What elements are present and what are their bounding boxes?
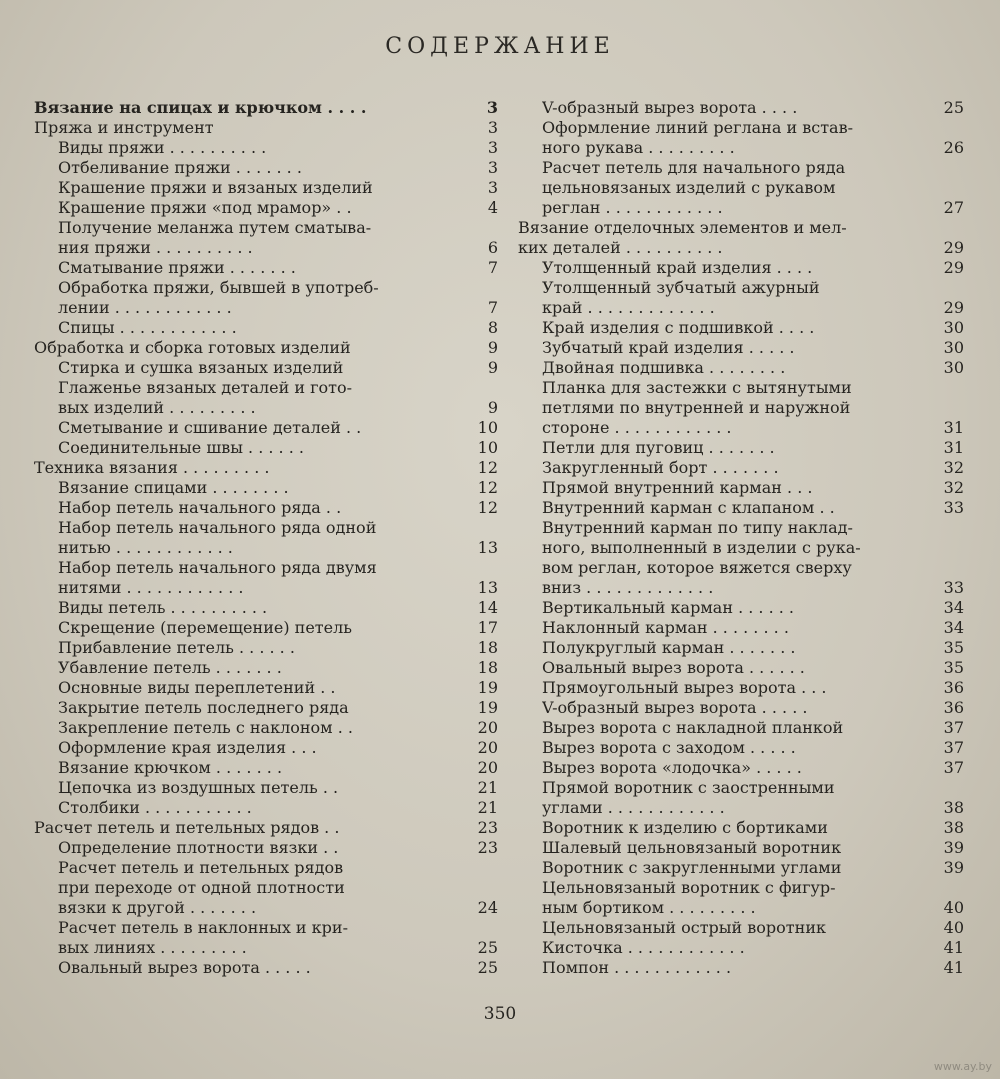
- toc-entry-page: 12: [477, 458, 498, 477]
- toc-entry: [34, 658, 498, 678]
- toc-entry-page: 29: [943, 298, 964, 317]
- toc-entry: [518, 358, 964, 378]
- toc-left-column: [34, 98, 498, 978]
- toc-entry: [34, 158, 498, 178]
- toc-entry-line: Кисточка . . . . . . . . . . . .: [542, 938, 745, 957]
- toc-entry: [518, 958, 964, 978]
- toc-entry-line: цельновязаных изделий с рукавом: [542, 178, 836, 197]
- toc-entry-line: Утолщенный край изделия . . . .: [542, 258, 813, 277]
- toc-entry-page: 34: [943, 618, 964, 637]
- toc-entry-page: 3: [487, 138, 498, 157]
- toc-entry-line: Овальный вырез ворота . . . . .: [58, 958, 311, 977]
- toc-entry-line: Вырез ворота с накладной планкой: [542, 718, 844, 737]
- toc-entry-title: [542, 338, 924, 358]
- toc-entry-line: Сметывание и сшивание деталей . .: [58, 418, 362, 437]
- toc-entry-title: [542, 518, 924, 598]
- toc-entry-title: [542, 458, 924, 478]
- toc-entry-page: 20: [477, 718, 498, 737]
- toc-entry: [34, 698, 498, 718]
- toc-entry-page: 9: [487, 338, 498, 357]
- toc-entry-page: 20: [477, 738, 498, 757]
- toc-entry-line: Закрепление петель с наклоном . .: [58, 718, 353, 737]
- toc-entry-line: ного, выполненный в изделии с рука-: [542, 538, 861, 557]
- toc-entry-line: Сматывание пряжи . . . . . . .: [58, 258, 296, 277]
- toc-entry-line: Воротник с закругленными углами: [542, 858, 842, 877]
- toc-entry-line: Помпон . . . . . . . . . . . .: [542, 958, 732, 977]
- toc-entry-line: Вязание спицами . . . . . . . .: [58, 478, 289, 497]
- toc-entry: [34, 378, 498, 418]
- toc-entry-page: 33: [943, 578, 964, 597]
- toc-entry-title: [542, 438, 924, 458]
- toc-entry-line: Наклонный карман . . . . . . . .: [542, 618, 789, 637]
- toc-entry-title: [542, 658, 924, 678]
- toc-entry: [34, 338, 498, 358]
- toc-entry-page: 36: [943, 698, 964, 717]
- toc-entry-line: Закрытие петель последнего ряда: [58, 698, 349, 717]
- toc-entry-line: вых изделий . . . . . . . . .: [58, 398, 256, 417]
- toc-entry-title: [542, 738, 924, 758]
- toc-entry-page: 10: [477, 418, 498, 437]
- toc-entry-line: Вырез ворота с заходом . . . . .: [542, 738, 796, 757]
- toc-entry: [518, 698, 964, 718]
- toc-entry-line: Двойная подшивка . . . . . . . .: [542, 358, 786, 377]
- toc-entry-title: [58, 958, 458, 978]
- toc-entry: [518, 858, 964, 878]
- toc-entry-line: Внутренний карман с клапаном . .: [542, 498, 835, 517]
- toc-entry: [34, 438, 498, 458]
- toc-entry-page: 39: [943, 838, 964, 857]
- toc-entry: [518, 938, 964, 958]
- toc-entry-line: Расчет петель для начального ряда: [542, 158, 846, 177]
- toc-entry-line: Глаженье вязаных деталей и гото-: [58, 378, 353, 397]
- toc-entry-line: Вязание крючком . . . . . . .: [58, 758, 283, 777]
- toc-entry-title: [58, 218, 458, 258]
- toc-entry: [34, 838, 498, 858]
- toc-entry-page: 38: [943, 818, 964, 837]
- toc-entry-page: 37: [943, 758, 964, 777]
- toc-entry-page: 9: [487, 398, 498, 417]
- toc-entry-page: 21: [477, 798, 498, 817]
- toc-entry: [34, 358, 498, 378]
- toc-entry-line: Закругленный борт . . . . . . .: [542, 458, 779, 477]
- toc-entry-line: Прямой внутренний карман . . .: [542, 478, 813, 497]
- toc-entry-title: [58, 758, 458, 778]
- toc-entry-line: лении . . . . . . . . . . . .: [58, 298, 232, 317]
- toc-entry-page: 30: [943, 318, 964, 337]
- toc-entry-line: вязки к другой . . . . . . .: [58, 898, 257, 917]
- toc-entry-title: [542, 498, 924, 518]
- toc-entry-title: [542, 118, 924, 158]
- toc-entry-page: 21: [477, 778, 498, 797]
- toc-entry-line: Вязание отделочных элементов и мел-: [518, 218, 847, 237]
- toc-entry-line: Прибавление петель . . . . . .: [58, 638, 295, 657]
- toc-entry-title: [542, 818, 924, 838]
- toc-entry-line: Обработка пряжи, бывшей в употреб-: [58, 278, 379, 297]
- toc-entry-line: вом реглан, которое вяжется сверху: [542, 558, 852, 577]
- toc-entry-line: Шалевый цельновязаный воротник: [542, 838, 842, 857]
- toc-entry-title: [542, 158, 924, 218]
- toc-entry: [34, 458, 498, 478]
- toc-entry: [34, 818, 498, 838]
- toc-entry: [34, 498, 498, 518]
- toc-entry-title: [58, 638, 458, 658]
- toc-entry-title: [542, 938, 924, 958]
- toc-entry: [518, 498, 964, 518]
- toc-entry-line: Оформление края изделия . . .: [58, 738, 317, 757]
- toc-entry: [34, 318, 498, 338]
- toc-entry-page: 7: [487, 298, 498, 317]
- toc-entry-line: Столбики . . . . . . . . . . .: [58, 798, 252, 817]
- toc-entry-line: Набор петель начального ряда одной: [58, 518, 377, 537]
- toc-entry-line: Воротник к изделию с бортиками: [542, 818, 828, 837]
- toc-entry-page: 14: [477, 598, 498, 617]
- toc-entry-page: 31: [943, 418, 964, 437]
- toc-entry-title: [58, 738, 458, 758]
- toc-entry-title: [542, 778, 924, 818]
- toc-right-column: [518, 98, 964, 978]
- toc-entry-title: [58, 158, 458, 178]
- toc-entry-title: [58, 138, 458, 158]
- toc-entry-line: Оформление линий реглана и встав-: [542, 118, 853, 137]
- toc-entry-line: Полукруглый карман . . . . . . .: [542, 638, 796, 657]
- toc-entry-line: Скрещение (перемещение) петель: [58, 618, 352, 637]
- toc-entry-page: 29: [943, 238, 964, 257]
- toc-entry: [518, 318, 964, 338]
- toc-entry: [518, 618, 964, 638]
- toc-entry-page: 19: [477, 698, 498, 717]
- toc-entry-page: 3: [487, 118, 498, 137]
- toc-entry-line: Внутренний карман по типу наклад-: [542, 518, 853, 537]
- toc-entry-page: 3: [487, 178, 498, 197]
- toc-entry-line: Вырез ворота «лодочка» . . . . .: [542, 758, 802, 777]
- toc-entry-page: 18: [477, 638, 498, 657]
- toc-entry-title: [58, 478, 458, 498]
- toc-entry-page: 4: [487, 198, 498, 217]
- toc-entry: [518, 378, 964, 438]
- toc-entry: [34, 138, 498, 158]
- toc-entry: [518, 218, 964, 258]
- toc-entry-line: ких деталей . . . . . . . . . .: [518, 238, 723, 257]
- toc-entry: [34, 798, 498, 818]
- toc-entry-page: 3: [487, 158, 498, 177]
- toc-entry: [518, 518, 964, 598]
- toc-entry: [34, 678, 498, 698]
- toc-entry: [34, 778, 498, 798]
- toc-entry-title: [58, 418, 458, 438]
- toc-entry-title: [58, 498, 458, 518]
- toc-entry-page: 39: [943, 858, 964, 877]
- toc-entry-page: 23: [477, 838, 498, 857]
- toc-entry-line: Виды пряжи . . . . . . . . . .: [58, 138, 267, 157]
- toc-entry-title: [58, 658, 458, 678]
- toc-entry-page: 25: [477, 958, 498, 977]
- toc-entry-title: [542, 718, 924, 738]
- toc-entry-page: 9: [487, 358, 498, 377]
- toc-entry: [34, 958, 498, 978]
- toc-entry-line: Планка для застежки с вытянутыми: [542, 378, 852, 397]
- toc-entry-page: 32: [943, 478, 964, 497]
- toc-entry: [518, 758, 964, 778]
- toc-entry-line: Соединительные швы . . . . . .: [58, 438, 304, 457]
- toc-entry: [518, 818, 964, 838]
- toc-entry-title: [34, 818, 458, 838]
- toc-entry-page: 19: [477, 678, 498, 697]
- toc-entry-line: петлями по внутренней и наружной: [542, 398, 851, 417]
- toc-entry-page: 23: [477, 818, 498, 837]
- toc-entry: [34, 258, 498, 278]
- toc-entry-title: [58, 558, 458, 598]
- toc-entry-line: стороне . . . . . . . . . . . .: [542, 418, 732, 437]
- toc-entry: [518, 338, 964, 358]
- toc-entry-page: 31: [943, 438, 964, 457]
- toc-entry-title: [542, 638, 924, 658]
- toc-entry-line: Основные виды переплетений . .: [58, 678, 336, 697]
- toc-entry-page: 20: [477, 758, 498, 777]
- toc-entry-line: Виды петель . . . . . . . . . .: [58, 598, 268, 617]
- toc-entry-title: [542, 618, 924, 638]
- toc-entry-page: 32: [943, 458, 964, 477]
- toc-entry-line: Прямой воротник с заостренными: [542, 778, 835, 797]
- toc-entry-page: 40: [943, 898, 964, 917]
- toc-entry: [518, 598, 964, 618]
- toc-entry-title: [542, 838, 924, 858]
- toc-entry-line: Петли для пуговиц . . . . . . .: [542, 438, 775, 457]
- toc-entry-line: Край изделия с подшивкой . . . .: [542, 318, 815, 337]
- toc-entry-page: 6: [487, 238, 498, 257]
- toc-entry-page: 40: [943, 918, 964, 937]
- toc-entry-page: 27: [943, 198, 964, 217]
- toc-entry: [34, 598, 498, 618]
- toc-entry: [518, 918, 964, 938]
- toc-entry-title: [542, 598, 924, 618]
- toc-entry-page: 25: [477, 938, 498, 957]
- toc-entry-page: 38: [943, 798, 964, 817]
- toc-entry-title: [58, 258, 458, 278]
- toc-entry-page: 35: [943, 638, 964, 657]
- toc-entry-line: Расчет петель в наклонных и кри-: [58, 918, 348, 937]
- toc-entry-line: Крашение пряжи «под мрамор» . .: [58, 198, 352, 217]
- toc-entry-title: [542, 958, 924, 978]
- toc-entry-line: Обработка и сборка готовых изделий: [34, 338, 351, 357]
- toc-entry-line: Набор петель начального ряда двумя: [58, 558, 377, 577]
- toc-entry: [518, 838, 964, 858]
- toc-entry-title: [34, 338, 458, 358]
- toc-entry: [518, 478, 964, 498]
- toc-entry-title: [58, 358, 458, 378]
- toc-entry-line: Цельновязаный воротник с фигур-: [542, 878, 836, 897]
- toc-entry-title: [58, 918, 458, 958]
- toc-entry-title: [542, 318, 924, 338]
- toc-entry-line: край . . . . . . . . . . . . .: [542, 298, 715, 317]
- toc-entry-title: [542, 678, 924, 698]
- toc-entry-line: Получение меланжа путем сматыва-: [58, 218, 372, 237]
- toc-entry-title: [58, 438, 458, 458]
- toc-entry-line: реглан . . . . . . . . . . . .: [542, 198, 723, 217]
- toc-entry: [518, 638, 964, 658]
- toc-entry-title: [58, 718, 458, 738]
- toc-entry-line: Прямоугольный вырез ворота . . .: [542, 678, 827, 697]
- toc-entry-title: [34, 118, 458, 138]
- toc-entry-title: [34, 98, 458, 118]
- toc-entry: [34, 558, 498, 598]
- toc-entry-title: [58, 518, 458, 558]
- toc-entry-page: 41: [943, 938, 964, 957]
- toc-entry-line: Спицы . . . . . . . . . . . .: [58, 318, 237, 337]
- watermark: www.ay.by: [933, 1060, 992, 1073]
- toc-entry-page: 24: [477, 898, 498, 917]
- toc-entry: [34, 218, 498, 258]
- toc-entry-page: 29: [943, 258, 964, 277]
- toc-entry-line: Утолщенный зубчатый ажурный: [542, 278, 820, 297]
- page-title: СОДЕРЖАНИЕ: [385, 34, 615, 59]
- toc-entry: [34, 518, 498, 558]
- toc-entry-line: Вертикальный карман . . . . . .: [542, 598, 795, 617]
- toc-entry: [518, 458, 964, 478]
- toc-entry-page: 12: [477, 498, 498, 517]
- toc-entry-title: [58, 378, 458, 418]
- toc-entry-title: [542, 278, 924, 318]
- toc-entry-page: 37: [943, 718, 964, 737]
- toc-entry-title: [58, 698, 458, 718]
- toc-entry: [518, 678, 964, 698]
- toc-entry-line: нитью . . . . . . . . . . . .: [58, 538, 233, 557]
- toc-entry-line: Цепочка из воздушных петель . .: [58, 778, 339, 797]
- toc-entry-line: V-образный вырез ворота . . . .: [542, 98, 798, 117]
- toc-entry-page: 37: [943, 738, 964, 757]
- toc-entry-title: [58, 678, 458, 698]
- toc-entry: [34, 418, 498, 438]
- toc-entry: [34, 98, 498, 118]
- toc-entry-page: 34: [943, 598, 964, 617]
- toc-entry-line: ния пряжи . . . . . . . . . .: [58, 238, 253, 257]
- toc-entry: [34, 718, 498, 738]
- toc-entry-title: [58, 798, 458, 818]
- toc-entry-line: Убавление петель . . . . . . .: [58, 658, 282, 677]
- toc-entry: [518, 438, 964, 458]
- page-number: 350: [483, 1004, 517, 1024]
- toc-entry: [34, 618, 498, 638]
- toc-entry: [34, 858, 498, 918]
- toc-entry-line: Техника вязания . . . . . . . . .: [34, 458, 270, 477]
- toc-entry-title: [542, 698, 924, 718]
- toc-entry-page: 10: [477, 438, 498, 457]
- toc-entry: [518, 778, 964, 818]
- toc-entry: [34, 758, 498, 778]
- toc-entry-title: [58, 198, 458, 218]
- toc-entry-page: 33: [943, 498, 964, 517]
- toc-entry-title: [58, 838, 458, 858]
- toc-entry-line: Крашение пряжи и вязаных изделий: [58, 178, 373, 197]
- toc-entry: [34, 278, 498, 318]
- toc-entry: [518, 258, 964, 278]
- toc-entry-page: 8: [487, 318, 498, 337]
- toc-entry-page: 13: [477, 578, 498, 597]
- toc-entry: [518, 738, 964, 758]
- toc-entry-title: [58, 178, 458, 198]
- toc-entry-line: Цельновязаный острый воротник: [542, 918, 826, 937]
- toc-entry-line: при переходе от одной плотности: [58, 878, 345, 897]
- toc-entry-line: V-образный вырез ворота . . . . .: [542, 698, 808, 717]
- toc-entry-page: 35: [943, 658, 964, 677]
- toc-entry-page: 12: [477, 478, 498, 497]
- toc-entry-page: 26: [943, 138, 964, 157]
- toc-entry-page: 3: [486, 98, 498, 117]
- toc-entry-title: [542, 378, 924, 438]
- toc-entry-line: Отбеливание пряжи . . . . . . .: [58, 158, 302, 177]
- toc-entry-line: ным бортиком . . . . . . . . .: [542, 898, 756, 917]
- toc-entry-line: углами . . . . . . . . . . . .: [542, 798, 725, 817]
- toc-entry-title: [542, 858, 924, 878]
- toc-entry-title: [542, 258, 924, 278]
- toc-entry-line: Определение плотности вязки . .: [58, 838, 339, 857]
- toc-entry-title: [58, 278, 458, 318]
- toc-entry-page: 25: [943, 98, 964, 117]
- toc-entry-title: [58, 318, 458, 338]
- toc-entry-page: 36: [943, 678, 964, 697]
- toc-entry-title: [58, 778, 458, 798]
- toc-entry-line: вниз . . . . . . . . . . . . .: [542, 578, 714, 597]
- toc-entry-title: [542, 758, 924, 778]
- toc-entry-line: вых линиях . . . . . . . . .: [58, 938, 247, 957]
- toc-entry: [518, 98, 964, 118]
- toc-entry-page: 30: [943, 358, 964, 377]
- toc-entry-line: Стирка и сушка вязаных изделий: [58, 358, 344, 377]
- toc-entry-line: Набор петель начального ряда . .: [58, 498, 342, 517]
- toc-entry: [518, 878, 964, 918]
- toc-entry-line: Расчет петель и петельных рядов: [58, 858, 344, 877]
- toc-entry-line: Овальный вырез ворота . . . . . .: [542, 658, 805, 677]
- toc-entry: [518, 718, 964, 738]
- toc-entry-title: [542, 478, 924, 498]
- toc-entry-line: нитями . . . . . . . . . . . .: [58, 578, 244, 597]
- toc-entry: [34, 738, 498, 758]
- toc-entry-title: [542, 98, 924, 118]
- toc-entry-line: ного рукава . . . . . . . . .: [542, 138, 735, 157]
- toc-entry: [34, 918, 498, 958]
- toc-entry: [34, 118, 498, 138]
- toc-entry-title: [58, 618, 458, 638]
- toc-entry: [34, 478, 498, 498]
- toc-entry-title: [542, 358, 924, 378]
- toc-entry-page: 30: [943, 338, 964, 357]
- toc-entry: [518, 158, 964, 218]
- toc-entry-line: Зубчатый край изделия . . . . .: [542, 338, 795, 357]
- toc-entry-line: Расчет петель и петельных рядов . .: [34, 818, 340, 837]
- toc-entry: [34, 638, 498, 658]
- toc-entry-page: 17: [477, 618, 498, 637]
- toc-entry: [518, 658, 964, 678]
- toc-entry-title: [34, 458, 458, 478]
- toc-entry-title: [542, 918, 924, 938]
- toc-entry: [34, 178, 498, 198]
- toc-entry-title: [518, 218, 924, 258]
- toc-entry-title: [542, 878, 924, 918]
- toc-entry-title: [58, 858, 458, 918]
- toc-entry: [518, 118, 964, 158]
- toc-entry: [34, 198, 498, 218]
- toc-entry-page: 7: [487, 258, 498, 277]
- toc-entry-line: Вязание на спицах и крючком . . . .: [34, 98, 367, 117]
- toc-entry-line: Пряжа и инструмент: [34, 118, 214, 137]
- toc-entry-page: 18: [477, 658, 498, 677]
- toc-entry-title: [58, 598, 458, 618]
- toc-entry-page: 13: [477, 538, 498, 557]
- toc-entry: [518, 278, 964, 318]
- toc-entry-page: 41: [943, 958, 964, 977]
